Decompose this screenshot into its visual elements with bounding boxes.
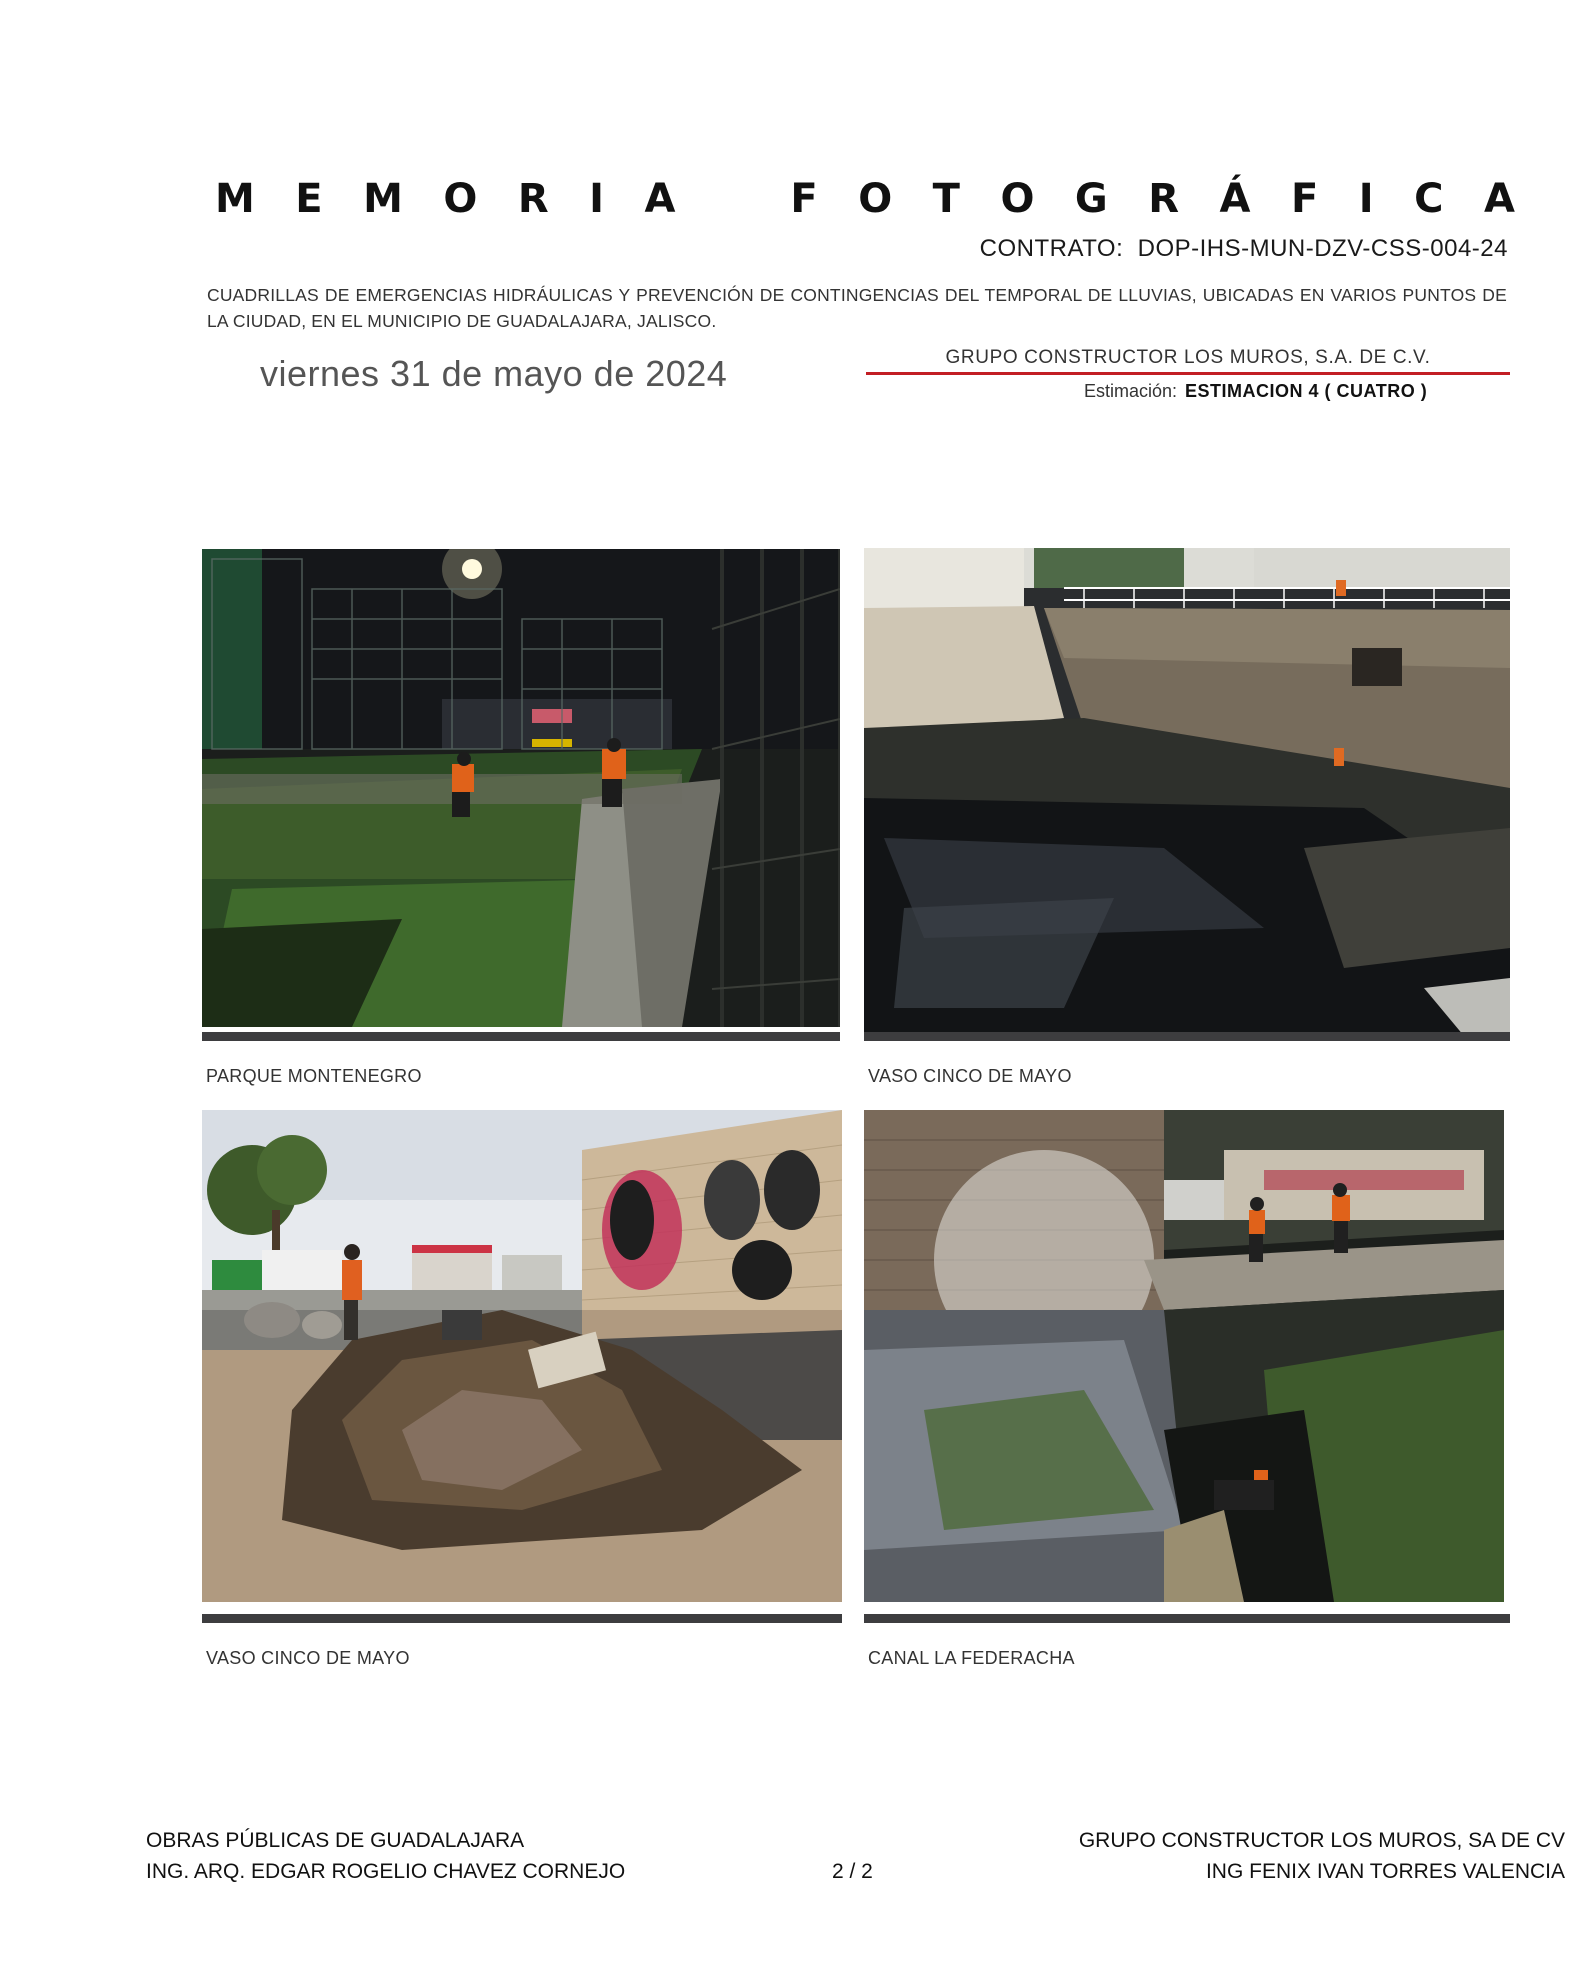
photo-canal-la-federacha bbox=[864, 1110, 1504, 1602]
photo-divider-bar bbox=[864, 1614, 1510, 1623]
page-number: 2 / 2 bbox=[832, 1860, 873, 1883]
page-title: M E M O R I A F O T O G R Á F I C A bbox=[215, 176, 1515, 222]
photo-caption: CANAL LA FEDERACHA bbox=[868, 1648, 1075, 1668]
photo-divider-bar bbox=[202, 1032, 840, 1041]
footer-signatory-left bbox=[146, 1825, 625, 1887]
contract-line bbox=[980, 235, 1508, 263]
photo-vaso-cinco-de-mayo-2 bbox=[202, 1110, 842, 1602]
photo-vaso-cinco-de-mayo-1 bbox=[864, 548, 1510, 1036]
accent-divider bbox=[866, 372, 1510, 375]
footer-person-right: ING FENIX IVAN TORRES VALENCIA bbox=[1205, 1860, 1565, 1883]
photo-caption: VASO CINCO DE MAYO bbox=[868, 1066, 1072, 1086]
photo-caption: PARQUE MONTENEGRO bbox=[206, 1066, 422, 1086]
estimation-value: ESTIMACION 4 ( CUATRO ) bbox=[1185, 381, 1428, 401]
estimation-label: Estimación: bbox=[1084, 381, 1178, 401]
contract-label: CONTRATO: bbox=[979, 235, 1124, 262]
photo-parque-montenegro bbox=[202, 549, 840, 1027]
photo-divider-bar bbox=[864, 1032, 1510, 1041]
photo-divider-bar bbox=[202, 1614, 842, 1623]
contract-number: DOP-IHS-MUN-DZV-CSS-004-24 bbox=[1137, 235, 1508, 262]
contractor-name: GRUPO CONSTRUCTOR LOS MUROS, S.A. DE C.V. bbox=[945, 347, 1431, 368]
footer-org-right: GRUPO CONSTRUCTOR LOS MUROS, SA DE CV bbox=[1078, 1829, 1565, 1852]
photo-caption: VASO CINCO DE MAYO bbox=[206, 1648, 410, 1668]
footer-person-left: ING. ARQ. EDGAR ROGELIO CHAVEZ CORNEJO bbox=[146, 1860, 626, 1883]
footer-org-left: OBRAS PÚBLICAS DE GUADALAJARA bbox=[146, 1829, 525, 1852]
estimation-line bbox=[1084, 381, 1427, 402]
footer-signatory-right bbox=[1079, 1825, 1565, 1887]
report-date: viernes 31 de mayo de 2024 bbox=[260, 353, 728, 394]
work-description: CUADRILLAS DE EMERGENCIAS HIDRÁULICAS Y PREVENCIÓN DE CONTINGENCIAS DEL TEMPORAL DE LLUVIAS, UBICADAS EN VARIOS PUNTOS DE LA CIUDAD, EN EL MUNICIPIO DE GUADALAJARA, JALISCO. bbox=[207, 285, 1507, 331]
